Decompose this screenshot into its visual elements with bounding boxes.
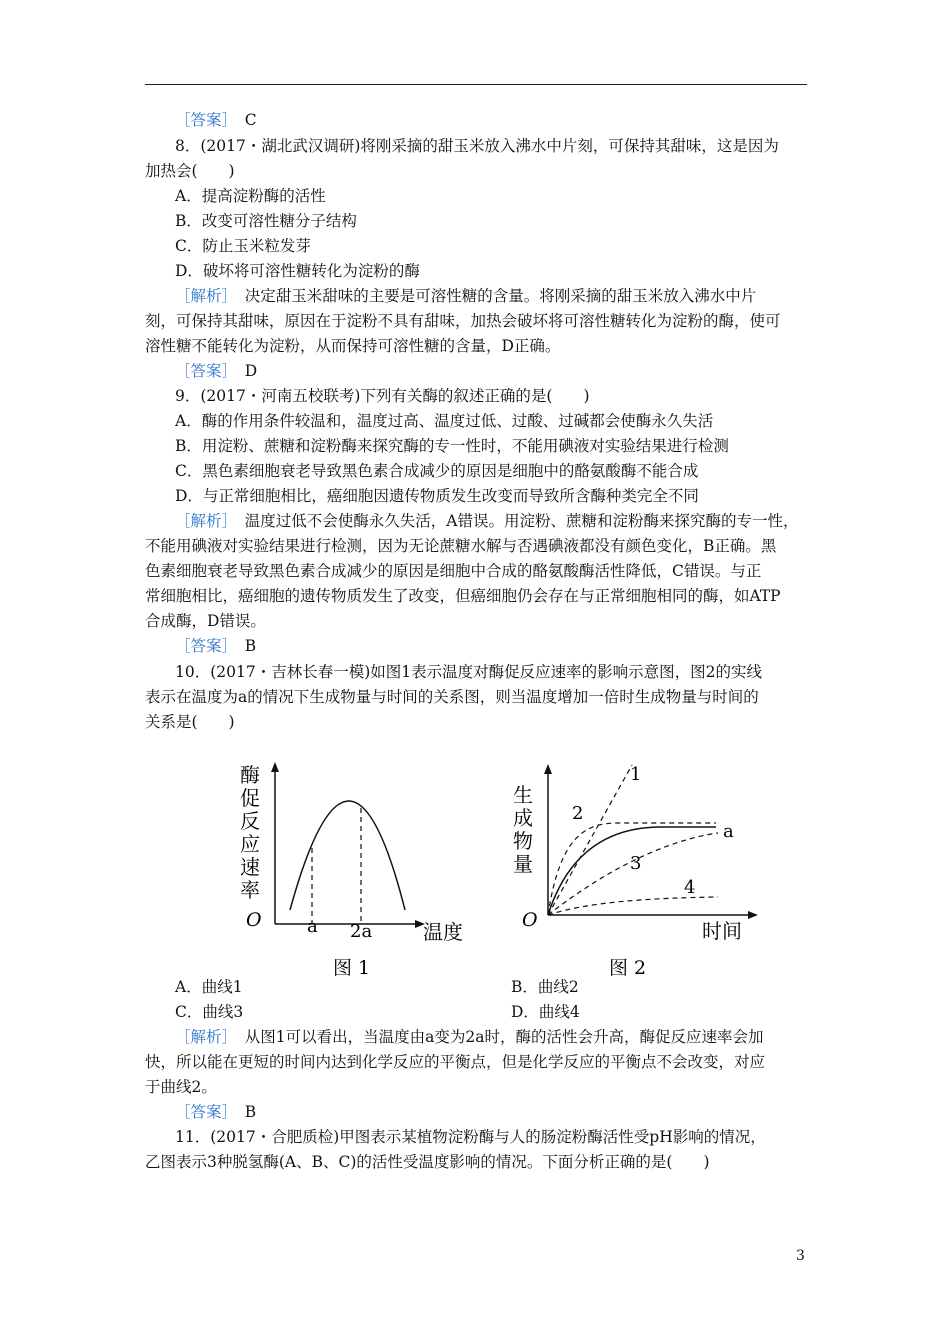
text-line-20: [145, 586, 781, 606]
line-text: 关系是( ): [145, 713, 235, 731]
text-line-5: [175, 211, 357, 231]
figure-1-svg: [230, 760, 480, 980]
header-rule: [145, 84, 807, 85]
section-tag: ［解析］: [175, 287, 230, 305]
fig1-caption: 图 1: [333, 957, 371, 979]
fig2-label-2: 2: [572, 803, 584, 824]
line-text: 8．(2017・湖北武汉调研)将刚采摘的甜玉米放入沸水中片刻，可保持其甜味，这是因为: [175, 137, 779, 155]
text-line-6: [175, 236, 311, 256]
text-line-22: [175, 636, 256, 656]
line-text: D．曲线4: [511, 1003, 580, 1021]
line-text: 刻，可保持其甜味，原因在于淀粉不具有甜味，加热会破坏将可溶性糖转化为淀粉的酶，使可: [145, 312, 781, 330]
figure-2: [508, 760, 768, 980]
line-text: C: [229, 111, 257, 129]
fig1-ylabel-2: 促: [240, 786, 260, 810]
text-line-7: [175, 261, 420, 281]
text-line-9: [145, 311, 781, 331]
section-tag: ［解析］: [175, 1028, 230, 1046]
fig1-tick-a: a: [307, 916, 318, 937]
fig2-xlabel: 时间: [702, 919, 742, 943]
text-line-12: [175, 386, 590, 406]
text-line-8: [175, 286, 756, 306]
fig2-ylabel-3: 物: [513, 829, 533, 853]
text-line-25: [145, 712, 235, 732]
section-tag: ［答案］: [175, 1103, 230, 1121]
page-number: 3: [796, 1248, 805, 1264]
text-line-34: [175, 1127, 766, 1147]
line-text: C．曲线3: [175, 1003, 244, 1021]
fig2-ylabel-1: 生: [513, 783, 533, 807]
line-text: 从图1可以看出，当温度由a变为2a时，酶的活性会升高，酶促反应速率会加: [229, 1028, 764, 1046]
section-tag: ［答案］: [175, 362, 230, 380]
fig2-curve-1: [548, 765, 632, 915]
fig1-ylabel-1: 酶: [240, 763, 260, 787]
line-text: 决定甜玉米甜味的主要是可溶性糖的含量。将刚采摘的甜玉米放入沸水中片: [229, 287, 757, 305]
text-line-15: [175, 461, 698, 481]
fig1-tick-2a: 2a: [350, 921, 373, 942]
text-line-16: [175, 486, 699, 506]
text-line-23: [175, 662, 762, 682]
text-line-28: [175, 1002, 243, 1022]
fig2-x-arrow: [748, 911, 758, 919]
fig1-ylabel-6: 率: [240, 878, 260, 902]
line-text: 加热会( ): [145, 162, 235, 180]
text-line-1: [175, 110, 257, 130]
line-text: 合成酶，D错误。: [145, 612, 266, 630]
line-text: 色素细胞衰老导致黑色素合成减少的原因是细胞中合成的酪氨酸酶活性降低，C错误。与正: [145, 562, 762, 580]
section-tag: ［解析］: [175, 512, 230, 530]
text-line-24: [145, 687, 759, 707]
line-text: C．防止玉米粒发芽: [175, 237, 311, 255]
line-text: A．提高淀粉酶的活性: [175, 187, 326, 205]
fig1-origin: O: [246, 909, 262, 931]
line-text: 10．(2017・吉林长春一模)如图1表示温度对酶促反应速率的影响示意图，图2的实线: [175, 663, 762, 681]
line-text: 9．(2017・河南五校联考)下列有关酶的叙述正确的是( ): [175, 387, 590, 405]
line-text: D．与正常细胞相比，癌细胞因遗传物质发生改变而导致所含酶种类完全不同: [175, 487, 699, 505]
fig2-y-arrow: [544, 764, 552, 774]
text-line-32: [145, 1077, 217, 1097]
fig2-label-1: 1: [630, 764, 642, 785]
line-text: 乙图表示3种脱氢酶(A、B、C)的活性受温度影响的情况。下面分析正确的是( ): [145, 1153, 710, 1171]
fig2-curve-3: [548, 833, 718, 915]
fig1-xlabel: 温度: [423, 920, 463, 944]
fig1-ylabel-3: 反: [240, 809, 260, 833]
text-line-18: [145, 536, 776, 556]
line-text: 溶性糖不能转化为淀粉，从而保持可溶性糖的含量，D正确。: [145, 337, 561, 355]
fig2-curve-4: [548, 897, 718, 915]
figure-2-svg: [508, 760, 768, 980]
fig1-y-arrow: [271, 762, 279, 772]
text-line-4: [175, 186, 326, 206]
text-line-30: [175, 1027, 763, 1047]
line-text: B．改变可溶性糖分子结构: [175, 212, 357, 230]
text-line-3: [145, 161, 235, 181]
line-text: 于曲线2。: [145, 1078, 217, 1096]
text-line-31: [145, 1052, 765, 1072]
fig1-ylabel-5: 速: [240, 855, 260, 879]
line-text: A．曲线1: [175, 978, 243, 996]
line-text: B．用淀粉、蔗糖和淀粉酶来探究酶的专一性时，不能用碘液对实验结果进行检测: [175, 437, 729, 455]
text-line-14: [175, 436, 729, 456]
text-line-19: [145, 561, 761, 581]
line-text: B: [229, 637, 257, 655]
line-text: 表示在温度为a的情况下生成物量与时间的关系图，则当温度增加一倍时生成物量与时间的: [145, 688, 759, 706]
line-text: 11．(2017・合肥质检)甲图表示某植物淀粉酶与人的肠淀粉酶活性受pH影响的情况，: [175, 1128, 766, 1146]
line-text: 快，所以能在更短的时间内达到化学反应的平衡点，但是化学反应的平衡点不会改变，对应: [145, 1053, 766, 1071]
fig2-ylabel-4: 量: [513, 852, 533, 876]
line-text: D: [229, 362, 258, 380]
line-text: A．酶的作用条件较温和，温度过高、温度过低、过酸、过碱都会使酶永久失活: [175, 412, 714, 430]
text-line-11: [175, 361, 257, 381]
fig2-label-3: 3: [630, 853, 642, 874]
line-text: B: [229, 1103, 257, 1121]
fig2-label-4: 4: [684, 877, 696, 898]
line-text: D．破坏将可溶性糖转化为淀粉的酶: [175, 262, 420, 280]
section-tag: ［答案］: [175, 111, 230, 129]
text-line-2: [175, 136, 779, 156]
fig2-caption: 图 2: [609, 957, 647, 979]
text-line-10: [145, 336, 560, 356]
section-tag: ［答案］: [175, 637, 230, 655]
fig1-ylabel-4: 应: [240, 832, 260, 856]
fig2-origin: O: [522, 909, 538, 931]
text-line-17: [175, 511, 798, 531]
line-text: 常细胞相比，癌细胞的遗传物质发生了改变，但癌细胞仍会存在与正常细胞相同的酶，如ATP: [145, 587, 781, 605]
text-line-29: [511, 1002, 580, 1022]
line-text: 温度过低不会使酶永久失活，A错误。用淀粉、蔗糖和淀粉酶来探究酶的专一性，: [229, 512, 799, 530]
figure-1: [230, 760, 480, 980]
text-line-35: [145, 1152, 710, 1172]
fig2-label-a: a: [723, 821, 734, 842]
fig1-curve: [290, 801, 405, 910]
line-text: 不能用碘液对实验结果进行检测，因为无论蔗糖水解与否遇碘液都没有颜色变化，B正确。黑: [145, 537, 777, 555]
fig2-ylabel-2: 成: [513, 806, 533, 830]
line-text: B．曲线2: [511, 978, 579, 996]
line-text: C．黑色素细胞衰老导致黑色素合成减少的原因是细胞中的酪氨酸酶不能合成: [175, 462, 699, 480]
text-line-33: [175, 1102, 256, 1122]
text-line-21: [145, 611, 266, 631]
text-line-13: [175, 411, 713, 431]
